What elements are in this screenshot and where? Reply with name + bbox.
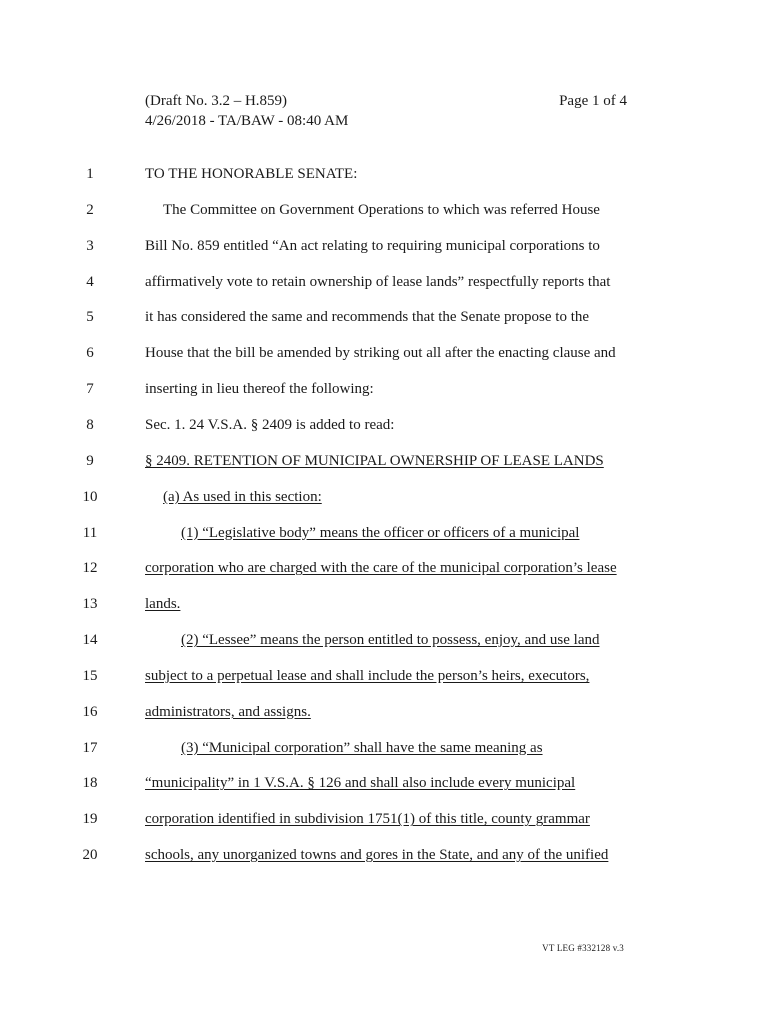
line-number: 11 <box>82 524 98 541</box>
draft-number: (Draft No. 3.2 – H.859) <box>145 93 288 109</box>
document-line <box>0 234 770 258</box>
inserted-text: (a) As used in this section: <box>163 488 322 505</box>
document-line <box>0 485 770 509</box>
document-line <box>0 270 770 294</box>
line-text: Sec. 1. 24 V.S.A. § 2409 is added to read: <box>145 416 395 433</box>
inserted-text: schools, any unorganized towns and gores in the State, and any of the unified <box>145 847 609 864</box>
inserted-text: (1) “Legislative body” means the officer or officers of a municipal <box>181 524 580 541</box>
draft-date: 4/26/2018 - TA/BAW - 08:40 AM <box>145 113 349 129</box>
line-text: TO THE HONORABLE SENATE: <box>145 166 358 182</box>
line-number: 3 <box>86 237 94 254</box>
page-header <box>145 91 627 131</box>
line-number: 15 <box>82 667 98 684</box>
line-number: 8 <box>86 416 94 433</box>
inserted-text: corporation identified in subdivision 1751(1) of this title, county grammar <box>145 811 590 828</box>
line-number: 20 <box>82 847 98 864</box>
line-text: it has considered the same and recommends that the Senate propose to the <box>145 309 590 326</box>
inserted-text: corporation who are charged with the care of the municipal corporation’s lease <box>145 560 617 577</box>
line-number: 18 <box>82 775 98 792</box>
document-line <box>0 700 770 724</box>
document-line <box>0 556 770 580</box>
inserted-text: lands. <box>145 596 181 613</box>
line-number: 9 <box>86 452 94 469</box>
inserted-text: (3) “Municipal corporation” shall have the same meaning as <box>181 739 543 756</box>
line-text: inserting in lieu thereof the following: <box>145 381 374 398</box>
line-number: 2 <box>86 201 94 218</box>
inserted-text: “municipality” in 1 V.S.A. § 126 and shall also include every municipal <box>145 775 576 792</box>
inserted-text: (2) “Lessee” means the person entitled to possess, enjoy, and use land <box>181 632 600 649</box>
line-text: Bill No. 859 entitled “An act relating to requiring municipal corporations to <box>145 237 600 254</box>
document-line <box>0 592 770 616</box>
document-line <box>0 198 770 222</box>
inserted-text: § 2409. RETENTION OF MUNICIPAL OWNERSHIP OF LEASE LANDS <box>145 452 604 469</box>
inserted-text: administrators, and assigns. <box>145 703 311 720</box>
header-row-1 <box>145 91 627 111</box>
document-line <box>0 807 770 831</box>
document-line <box>0 341 770 365</box>
line-number: 14 <box>82 632 98 649</box>
header-row-2 <box>145 111 627 131</box>
document-line <box>0 771 770 795</box>
line-number: 6 <box>86 345 94 362</box>
line-number: 10 <box>82 488 98 505</box>
document-line <box>0 664 770 688</box>
document-line <box>0 628 770 652</box>
document-line <box>0 449 770 473</box>
line-number: 1 <box>86 166 94 182</box>
document-line <box>0 736 770 760</box>
document-line <box>0 843 770 867</box>
document-line <box>0 162 770 186</box>
page-indicator: Page 1 of 4 <box>559 93 627 109</box>
line-number: 12 <box>82 560 98 577</box>
footer-code: VT LEG #332128 v.3 <box>542 943 624 953</box>
document-line <box>0 413 770 437</box>
line-number: 5 <box>86 309 94 326</box>
document-line <box>0 305 770 329</box>
line-text: The Committee on Government Operations to which was referred House <box>163 201 600 218</box>
line-number: 16 <box>82 703 98 720</box>
document-line <box>0 377 770 401</box>
inserted-text: subject to a perpetual lease and shall include the person’s heirs, executors, <box>145 667 590 684</box>
line-text: affirmatively vote to retain ownership of lease lands” respectfully reports that <box>145 273 611 290</box>
document-line <box>0 521 770 545</box>
line-number: 4 <box>86 273 94 290</box>
line-number: 7 <box>86 381 94 398</box>
line-number: 17 <box>82 739 98 756</box>
line-number: 19 <box>82 811 98 828</box>
line-text: House that the bill be amended by striking out all after the enacting clause and <box>145 345 616 362</box>
line-number: 13 <box>82 596 98 613</box>
